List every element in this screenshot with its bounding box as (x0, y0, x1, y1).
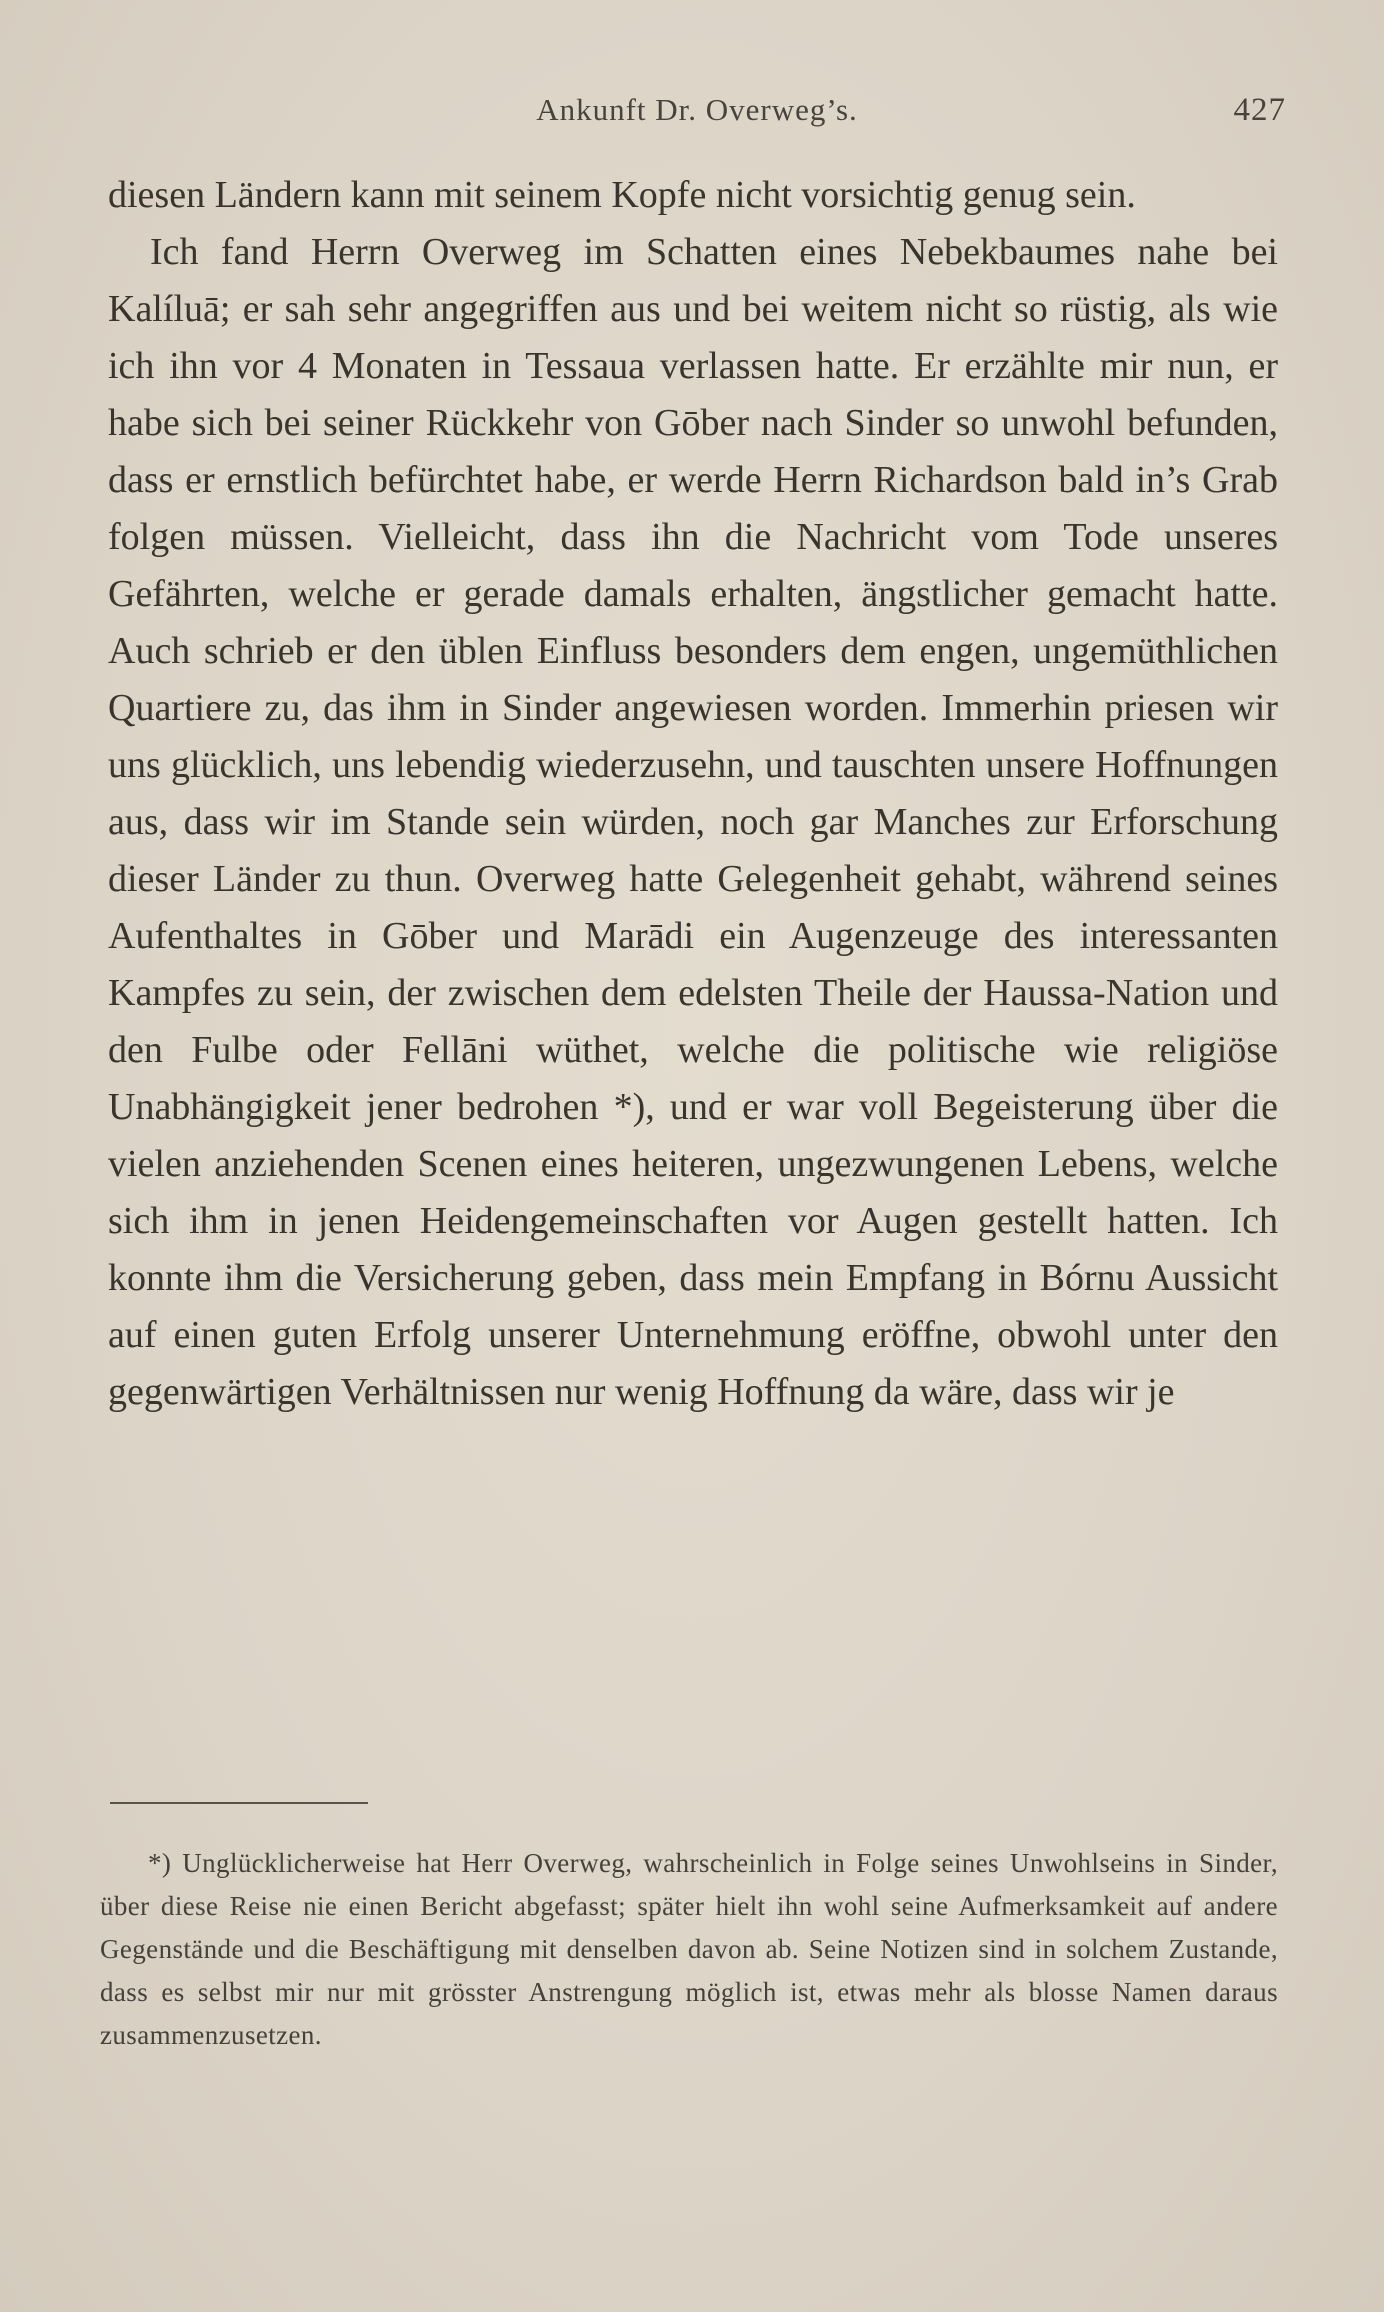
paragraph-continued: diesen Ländern kann mit seinem Kopfe nicht vorsichtig genug sein. (108, 174, 1136, 216)
footnote-divider (110, 1802, 368, 1804)
footnote-text: *) Unglücklicherweise hat Herr Overweg, wahrscheinlich in Folge seines Unwohlseins in Sinder, über diese Reise nie einen Bericht abgefasst; später hielt ihn wohl seine Aufmerksamkeit auf andere Gegenstände und die Beschäftigung mit denselben davon ab. Seine Notizen sind in solchem Zustande, dass es selbst mir nur mit grösster Anstrengung möglich ist, etwas mehr als blosse Namen daraus zusammenzusetzen. (100, 1848, 1278, 2050)
running-title: Ankunft Dr. Overweg’s. (536, 92, 858, 127)
footnote (100, 1842, 1278, 2057)
paragraph: Ich fand Herrn Overweg im Schatten eines Nebekbaumes nahe bei Kalíluā; er sah sehr angegriffen aus und bei weitem nicht so rüstig, als wie ich ihn vor 4 Monaten in Tessaua verlassen hatte. Er erzählte mir nun, er habe sich bei seiner Rückkehr von Gōber nach Sinder so unwohl befunden, dass er ernstlich befürchtet habe, er werde Herrn Richardson bald in’s Grab folgen müssen. Vielleicht, dass ihn die Nachricht vom Tode unseres Gefährten, welche er gerade damals erhalten, ängstlicher gemacht hatte. Auch schrieb er den üblen Einfluss besonders dem engen, ungemüthlichen Quartiere zu, das ihm in Sinder angewiesen worden. Immerhin priesen wir uns glücklich, uns lebendig wiederzusehn, und tauschten unsere Hoffnungen aus, dass wir im Stande sein würden, noch gar Manches zur Erforschung dieser Länder zu thun. Overweg hatte Gelegenheit gehabt, während seines Aufenthaltes in Gōber und Marādi ein Augenzeuge des interessanten Kampfes zu sein, der zwischen dem edelsten Theile der Haussa-Nation und den Fulbe oder Fellāni wüthet, welche die politische wie religiöse Unabhängigkeit jener bedrohen *), und er war voll Begeisterung über die vielen anziehenden Scenen eines heiteren, ungezwungenen Lebens, welche sich ihm in jenen Heidengemeinschaften vor Augen gestellt hatten. Ich konnte ihm die Versicherung geben, dass mein Empfang in Bórnu Aussicht auf einen guten Erfolg unserer Unternehmung eröffne, obwohl unter den gegenwärtigen Verhältnissen nur wenig Hoffnung da wäre, dass wir je (108, 231, 1278, 1413)
page-header (108, 92, 1286, 132)
page-number: 427 (1233, 92, 1286, 128)
body-text (108, 167, 1278, 1421)
